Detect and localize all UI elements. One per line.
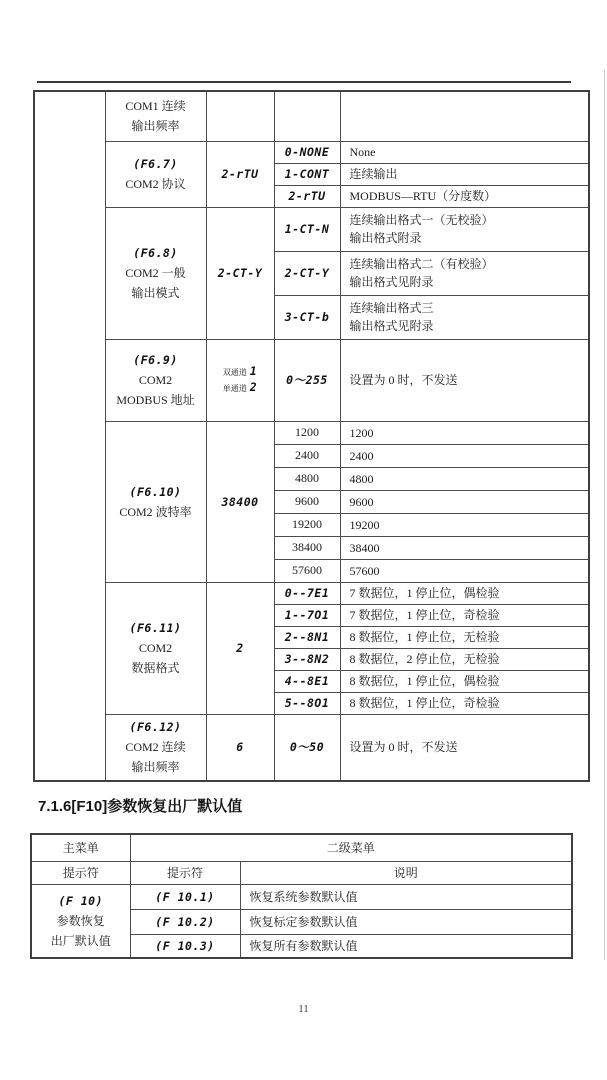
param-label-line: COM1 连续 — [125, 99, 186, 114]
default-single-channel — [207, 380, 274, 396]
section-heading: 7.1.6[F10]参数恢复出厂默认值 — [38, 798, 243, 815]
param-label-line: COM2 一般 — [125, 266, 186, 280]
param-label-line: 数据格式 — [131, 661, 180, 675]
option-value-cell: 2-CT-Y — [274, 251, 340, 295]
option-value-cell: 4800 — [274, 467, 340, 490]
param-label-cell — [105, 141, 206, 207]
group-label-line: 出厂默认值 — [50, 933, 111, 948]
header-divider-rule — [37, 81, 571, 83]
option-desc-cell: 2400 — [340, 444, 589, 467]
default-value-cell: 2-CT-Y — [206, 207, 274, 339]
prompt-header-cell: 提示符 — [130, 861, 240, 884]
option-desc-cell: 9600 — [340, 490, 589, 513]
option-desc-cell: 设置为 0 时，不发送 — [340, 714, 589, 781]
option-desc-line: 输出格式附录 — [349, 231, 422, 245]
param-code: (F6.12) — [129, 720, 182, 735]
table-header-row — [31, 861, 572, 884]
param-code: (F6.9) — [133, 353, 178, 367]
option-desc-line: 输出格式见附录 — [349, 319, 434, 333]
option-desc-cell: 4800 — [340, 467, 589, 490]
param-label-cell — [105, 207, 206, 339]
option-desc-cell: 8 数据位，2 停止位，无检验 — [340, 648, 589, 670]
scan-page-edge-line — [604, 70, 605, 960]
default-value-cell: 2-rTU — [206, 141, 274, 207]
option-desc-cell: 38400 — [340, 536, 589, 559]
default-value-cell: 38400 — [206, 421, 274, 582]
option-desc-line: 输出格式见附录 — [349, 275, 434, 289]
param-code: (F6.10) — [129, 484, 182, 499]
param-label-line: COM2 连续 — [125, 740, 186, 755]
page-number: 11 — [298, 1003, 309, 1015]
group-label-line: 参数恢复 — [56, 913, 105, 928]
param-label-line: COM2 — [138, 373, 173, 387]
param-label-line: COM2 协议 — [125, 177, 186, 191]
left-empty-group-cell — [34, 91, 105, 781]
param-label-cell — [105, 421, 206, 582]
default-value-cell: 2 — [206, 582, 274, 714]
option-desc-cell: 连续输出 — [340, 163, 589, 185]
secondary-menu-header-cell: 二级菜单 — [130, 834, 572, 861]
channel-value: 2 — [249, 380, 258, 394]
option-value-cell: 1--7O1 — [274, 604, 340, 626]
option-value-cell: 5--8O1 — [274, 692, 340, 714]
com-parameter-table — [33, 90, 590, 782]
group-code: (F 10) — [58, 893, 104, 908]
table-row — [34, 714, 589, 781]
option-value-cell: 3-CT-b — [274, 295, 340, 339]
option-value-cell: 19200 — [274, 513, 340, 536]
table-row — [34, 207, 589, 251]
option-desc-cell — [340, 251, 589, 295]
option-desc-cell: 8 数据位，1 停止位，偶检验 — [340, 670, 589, 692]
param-label-line: COM2 — [138, 641, 173, 655]
description-header-cell: 说明 — [240, 861, 572, 884]
prompt-desc-cell: 恢复标定参数默认值 — [240, 909, 572, 934]
param-label-cell — [105, 714, 206, 781]
option-value-cell: 0--7E1 — [274, 582, 340, 604]
param-label-line: MODBUS 地址 — [116, 393, 195, 407]
option-value-cell: 4--8E1 — [274, 670, 340, 692]
option-value-cell: 1-CT-N — [274, 207, 340, 251]
param-code: (F6.7) — [133, 157, 178, 171]
default-dual-channel — [207, 364, 274, 380]
table-row — [34, 582, 589, 604]
option-value-cell: 1200 — [274, 421, 340, 444]
option-value-cell: 57600 — [274, 559, 340, 582]
channel-label: 单通道 — [222, 384, 247, 393]
prompt-desc-cell: 恢复所有参数默认值 — [240, 934, 572, 958]
option-value-cell: 9600 — [274, 490, 340, 513]
option-desc-cell: 设置为 0 时，不发送 — [340, 339, 589, 421]
prompt-value-cell: (F 10.1) — [130, 884, 240, 909]
option-desc-cell: 7 数据位，1 停止位，奇检验 — [340, 604, 589, 626]
option-value-cell: 1-CONT — [274, 163, 340, 185]
option-value-cell: 0～50 — [274, 714, 340, 781]
option-desc-cell: None — [340, 141, 589, 163]
channel-label: 双通道 — [222, 368, 247, 377]
table-row — [31, 884, 572, 909]
default-value-cell — [206, 91, 274, 141]
option-value-cell: 0-NONE — [274, 141, 340, 163]
param-label-line: 输出频率 — [131, 760, 180, 775]
option-desc-line: 连续输出格式一（无校验） — [349, 213, 494, 227]
param-code: (F6.8) — [133, 246, 178, 260]
prompt-value-cell: (F 10.3) — [130, 934, 240, 958]
channel-value: 1 — [249, 364, 258, 378]
option-value-cell: 38400 — [274, 536, 340, 559]
param-label-cell — [105, 339, 206, 421]
option-value-cell: 3--8N2 — [274, 648, 340, 670]
option-desc-cell: 7 数据位，1 停止位，偶检验 — [340, 582, 589, 604]
table-row — [34, 339, 589, 421]
default-value-cell: 6 — [206, 714, 274, 781]
table-header-row — [31, 834, 572, 861]
option-value-cell: 2400 — [274, 444, 340, 467]
option-value-cell: 2-rTU — [274, 185, 340, 207]
table-row — [34, 421, 589, 444]
default-value-cell — [206, 339, 274, 421]
param-code: (F6.11) — [129, 621, 182, 635]
option-value-cell: 2--8N1 — [274, 626, 340, 648]
option-desc-cell: 8 数据位，1 停止位，无检验 — [340, 626, 589, 648]
factory-default-table — [30, 833, 573, 959]
table-row — [34, 141, 589, 163]
option-desc-cell — [340, 207, 589, 251]
option-desc-line: 连续输出格式二（有校验） — [349, 257, 494, 271]
option-desc-cell — [340, 295, 589, 339]
option-value-cell — [274, 91, 340, 141]
main-menu-header-cell: 主菜单 — [31, 834, 130, 861]
option-desc-cell: MODBUS—RTU（分度数） — [340, 185, 589, 207]
param-label-line: 输出频率 — [131, 119, 180, 134]
option-desc-cell — [340, 91, 589, 141]
param-label-line: 输出模式 — [131, 286, 180, 300]
param-label-cell — [105, 582, 206, 714]
option-value-cell: 0～255 — [274, 339, 340, 421]
param-label-cell — [105, 91, 206, 141]
option-desc-line: 连续输出格式三 — [349, 301, 434, 315]
group-label-cell — [31, 884, 130, 958]
option-desc-cell: 57600 — [340, 559, 589, 582]
prompt-header-cell: 提示符 — [31, 861, 130, 884]
option-desc-cell: 19200 — [340, 513, 589, 536]
prompt-desc-cell: 恢复系统参数默认值 — [240, 884, 572, 909]
option-desc-cell: 1200 — [340, 421, 589, 444]
table-row — [34, 91, 589, 141]
param-label-line: COM2 波特率 — [119, 504, 192, 519]
prompt-value-cell: (F 10.2) — [130, 909, 240, 934]
option-desc-cell: 8 数据位，1 停止位，奇检验 — [340, 692, 589, 714]
